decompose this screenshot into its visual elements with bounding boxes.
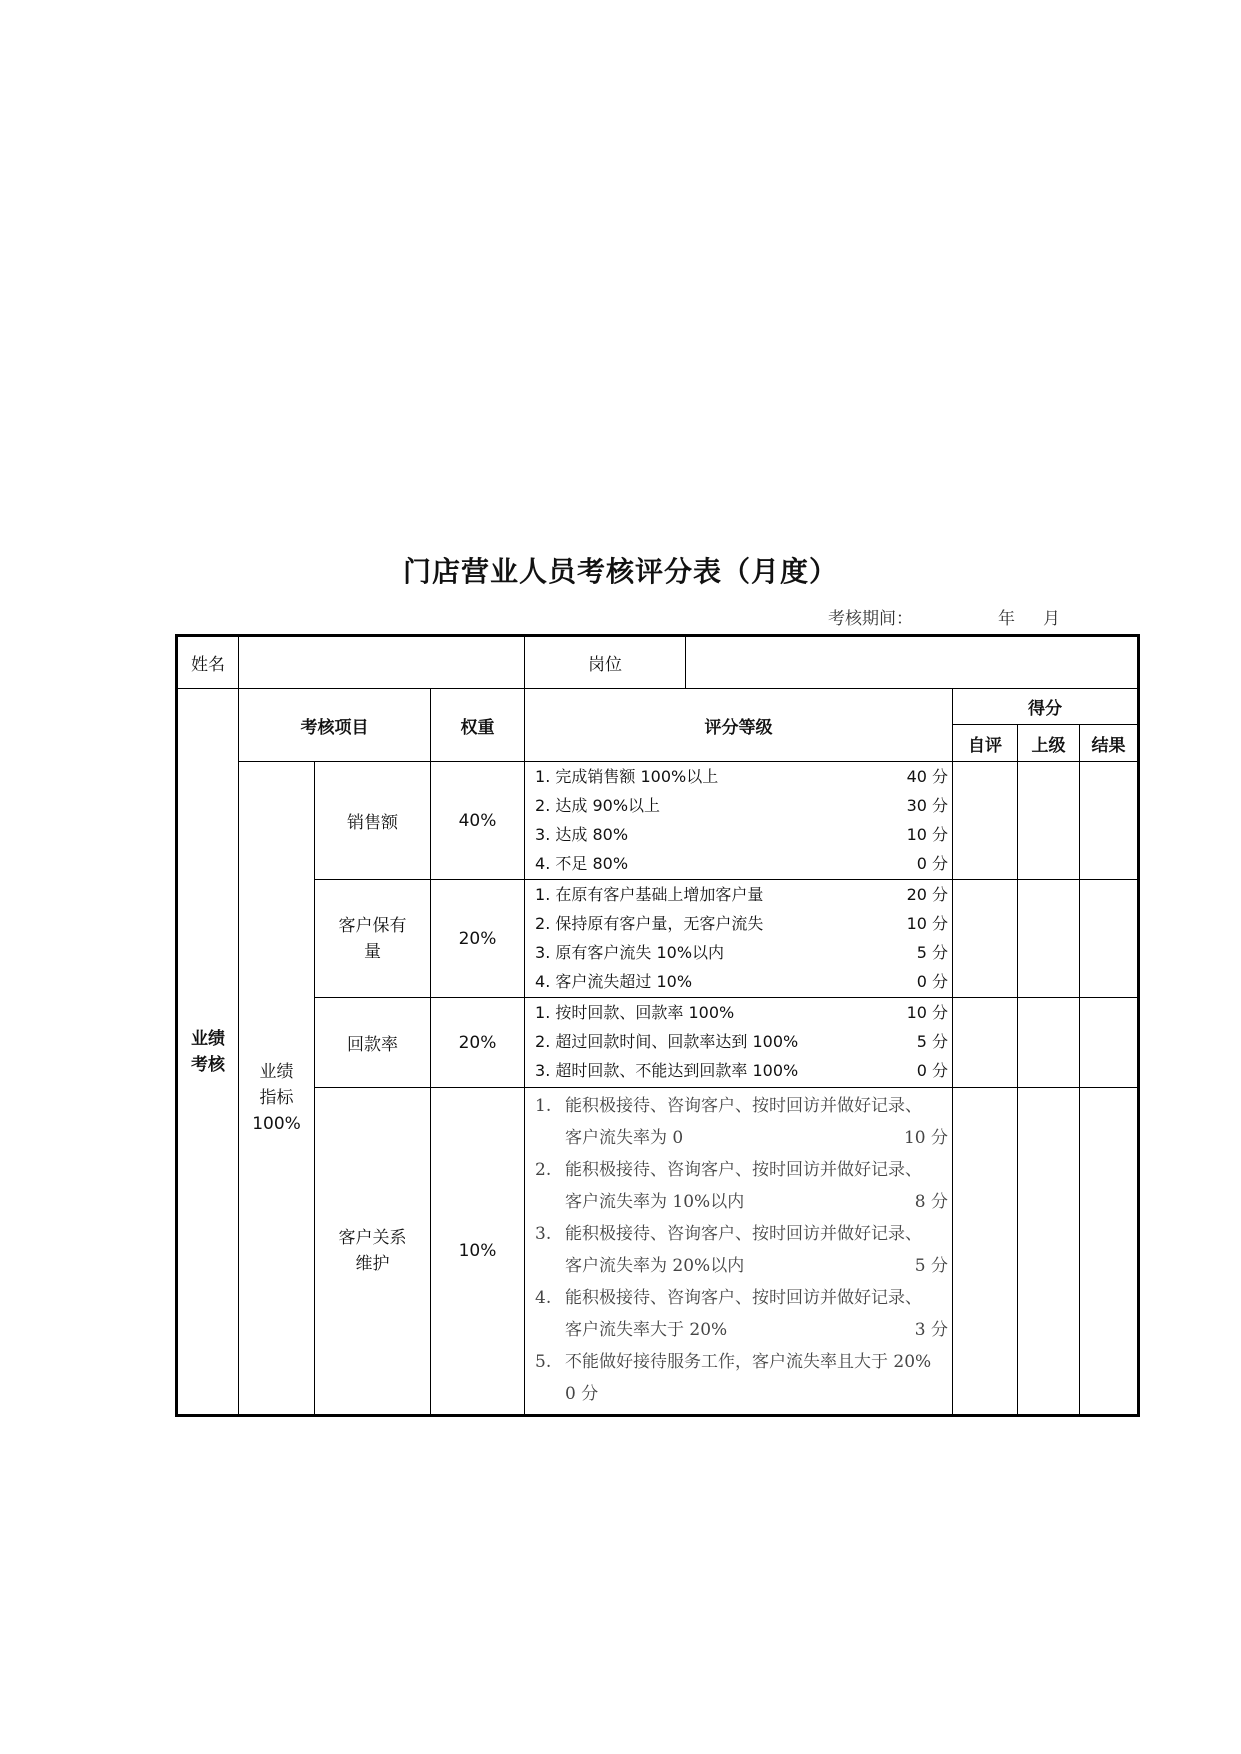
column-item: 考核项目: [239, 689, 431, 762]
period-year-label: 年: [998, 609, 1015, 629]
table-row: [177, 762, 1139, 880]
table-row: [177, 998, 1139, 1088]
item-name: 回款率: [315, 998, 431, 1088]
item-name: 客户关系 维护: [315, 1088, 431, 1416]
table-row: [177, 1088, 1139, 1416]
superior-score-input[interactable]: [1018, 998, 1080, 1088]
item-weight: 20%: [431, 880, 525, 998]
self-score-input[interactable]: [953, 762, 1018, 880]
column-header-row-1: [177, 689, 1139, 725]
document-title: 门店营业人员考核评分表（月度）: [402, 555, 838, 588]
result-score-input[interactable]: [1080, 998, 1139, 1088]
superior-score-input[interactable]: [1018, 880, 1080, 998]
assessment-table: [175, 634, 1140, 1417]
header-row: [177, 636, 1139, 689]
position-label: 岗位: [525, 637, 686, 688]
name-field[interactable]: [239, 636, 525, 689]
self-score-input[interactable]: [953, 1088, 1018, 1416]
grading-criteria: 1. 能积极接待、咨询客户、按时回访并做好记录、 客户流失率为 0 10 分 2. 能积极接待、咨询客户、按时回访并做好记录、 客户流失率为 10%以内 8 分 3. 能积极接待、咨询客户、按时回访并做好记录、 客户流失率为 20%以内 5 分 4. 能积极接待、咨询客户、按时回访并做好记录、 客户流失率大于 20% 3 分 5. 不能做好接待服务工作，客户流失率且大于 20% 0 分: [525, 1088, 953, 1416]
result-score-input[interactable]: [1080, 880, 1139, 998]
grading-criteria: 1. 按时回款、回款率 100% 10 分 2. 超过回款时间、回款率达到 100% 5 分 3. 超时回款、不能达到回款率 100% 0 分: [525, 998, 953, 1088]
self-score-input[interactable]: [953, 880, 1018, 998]
column-grading: 评分等级: [525, 689, 953, 762]
column-self: 自评: [953, 725, 1018, 762]
assessment-period: [828, 604, 1060, 629]
result-score-input[interactable]: [1080, 1088, 1139, 1416]
item-name: 客户保有 量: [315, 880, 431, 998]
column-weight: 权重: [431, 689, 525, 762]
result-score-input[interactable]: [1080, 762, 1139, 880]
section-label: 业绩考核: [177, 689, 239, 1416]
column-score: 得分: [953, 689, 1139, 725]
position-cell: [525, 636, 1139, 689]
column-result: 结果: [1080, 725, 1139, 762]
item-name: 销售额: [315, 762, 431, 880]
item-weight: 40%: [431, 762, 525, 880]
item-weight: 20%: [431, 998, 525, 1088]
item-weight: 10%: [431, 1088, 525, 1416]
period-month-label: 月: [1043, 609, 1060, 629]
indicator-label: 业绩 指标 100%: [239, 762, 315, 1416]
name-label: 姓名: [177, 636, 239, 689]
superior-score-input[interactable]: [1018, 1088, 1080, 1416]
period-label: 考核期间：: [828, 609, 913, 629]
column-superior: 上级: [1018, 725, 1080, 762]
position-field[interactable]: [686, 637, 1137, 688]
superior-score-input[interactable]: [1018, 762, 1080, 880]
grading-criteria: 1. 完成销售额 100%以上 40 分 2. 达成 90%以上 30 分 3. 达成 80% 10 分 4. 不足 80% 0 分: [525, 762, 953, 880]
table-row: [177, 880, 1139, 998]
self-score-input[interactable]: [953, 998, 1018, 1088]
grading-criteria: 1. 在原有客户基础上增加客户量 20 分 2. 保持原有客户量，无客户流失 10 分 3. 原有客户流失 10%以内 5 分 4. 客户流失超过 10% 0 分: [525, 880, 953, 998]
